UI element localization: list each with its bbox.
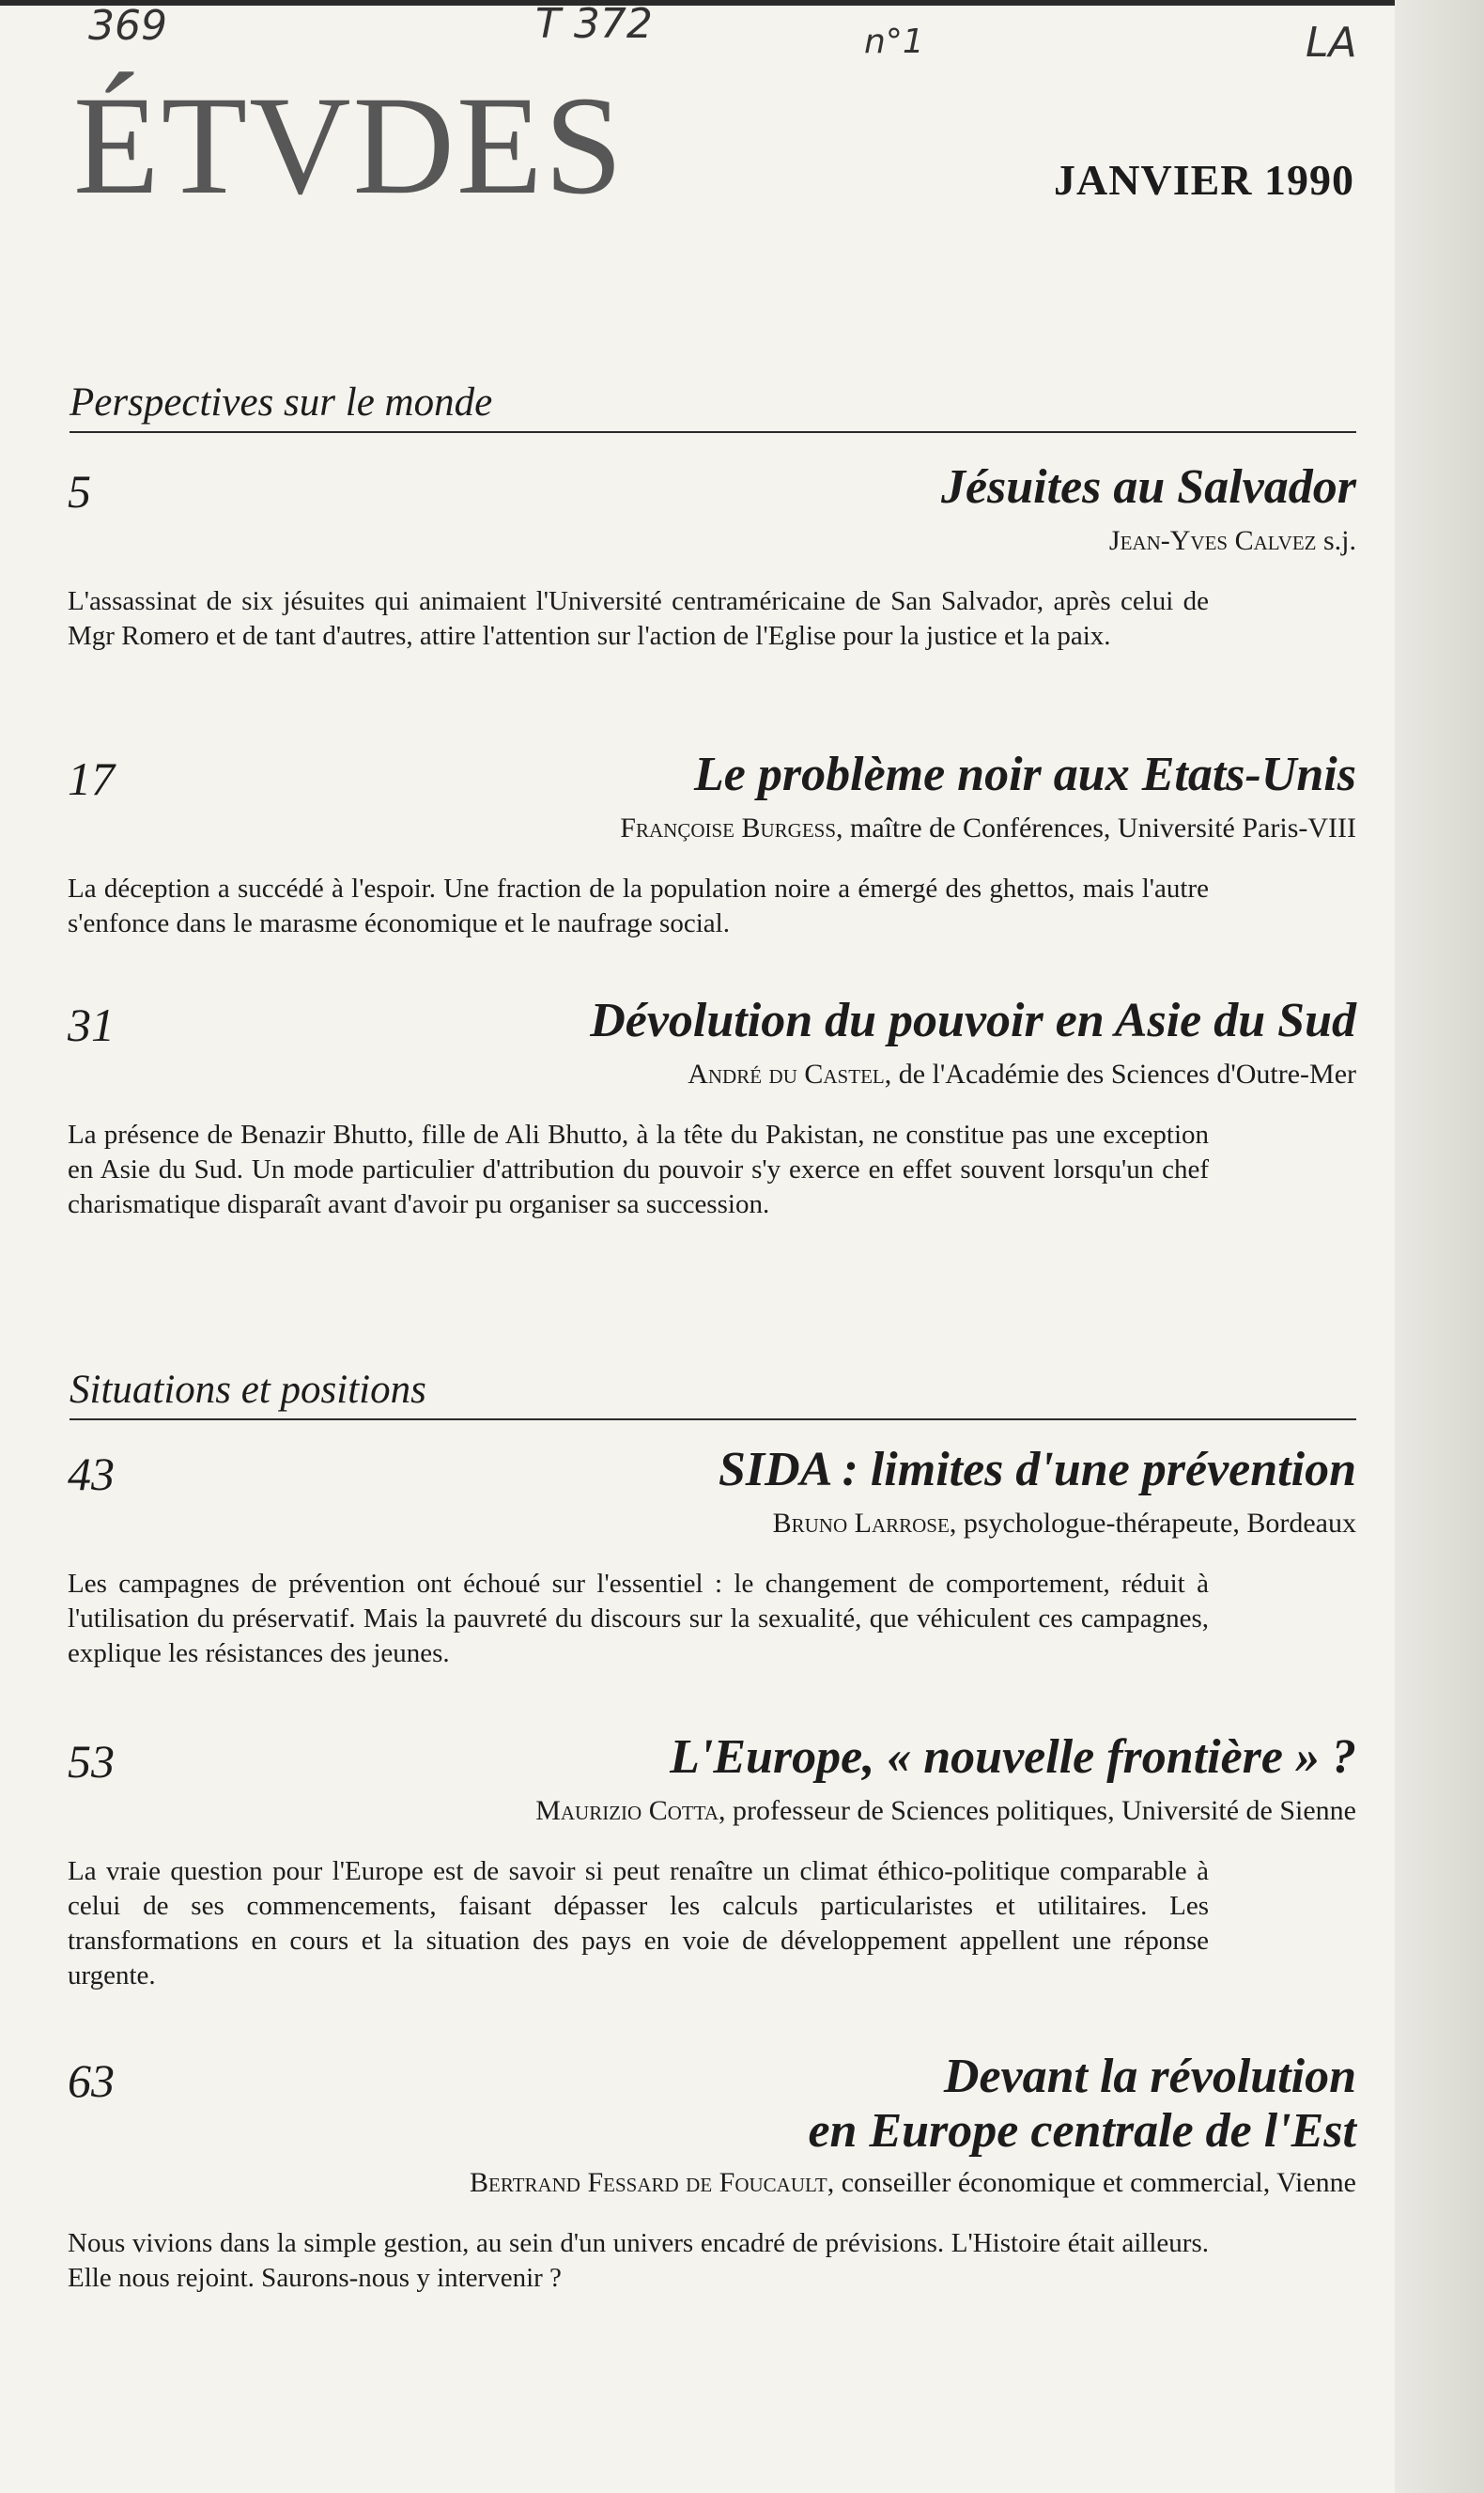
toc-entry[interactable] [68,994,1356,1222]
page-number: 53 [68,1735,115,1788]
article-author: Maurizio Cotta, professeur de Sciences politiques, Université de Sienne [535,1795,1356,1826]
scan-top-edge [0,0,1484,6]
page-number: 17 [68,752,115,805]
article-author: Françoise Burgess, maître de Conférences, Université Paris-VIII [620,813,1356,844]
toc-entry[interactable] [68,1443,1356,1671]
toc-entry[interactable] [68,748,1356,941]
section-title: Perspectives sur le monde [70,379,1356,433]
page-number: 31 [68,999,115,1051]
article-abstract: La vraie question pour l'Europe est de savoir si peut renaître un climat éthico-politique comparable à celui de ses commencements, faisant dépasser les calculs particularistes et utilitaires. Les transformations en cours et la situation des pays en voie de développement appellent une réponse urgente. [68,1856,1209,1990]
issue-date: JANVIER 1990 [1054,156,1354,204]
article-abstract: La présence de Benazir Bhutto, fille de Ali Bhutto, à la tête du Pakistan, ne constitue pas une exception en Asie du Sud. Un mode particulier d'attribution du pouvoir s'y exerce en effet souvent lorsqu'un chef charismatique disparaît avant d'avoir pu organiser sa succession. [68,1120,1209,1219]
article-abstract: Les campagnes de prévention ont échoué sur l'essentiel : le changement de comportement, réduit à l'utilisation du préservatif. Mais la pauvreté du discours sur la sexualité, que véhiculent ces campagnes, explique les résistances des jeunes. [68,1569,1209,1668]
section-title: Situations et positions [70,1367,1356,1420]
article-author: André du Castel, de l'Académie des Sciences d'Outre-Mer [688,1059,1356,1090]
journal-masthead: ÉTVDES [73,68,625,224]
article-title[interactable]: Devant la révolution en Europe centrale de l'Est [808,2050,1356,2158]
page-number: 63 [68,2054,115,2107]
page-number: 43 [68,1448,115,1500]
article-title[interactable]: Dévolution du pouvoir en Asie du Sud [590,994,1356,1047]
article-title[interactable]: L'Europe, « nouvelle frontière » ? [670,1730,1356,1784]
handwritten-note: n°1 [864,23,924,61]
article-author: Bertrand Fessard de Foucault, conseiller économique et commercial, Vienne [470,2167,1356,2198]
page-number: 5 [68,465,91,518]
handwritten-note: LA [1306,19,1357,67]
article-abstract: Nous vivions dans la simple gestion, au sein d'un univers encadré de prévisions. L'Histoire était ailleurs. Elle nous rejoint. Saurons-nous y intervenir ? [68,2228,1209,2293]
article-title[interactable]: Le problème noir aux Etats-Unis [694,748,1356,801]
toc-entry[interactable] [68,2050,1356,2296]
article-title[interactable]: Jésuites au Salvador [940,460,1356,514]
article-author: Bruno Larrose, psychologue-thérapeute, Bordeaux [772,1508,1356,1539]
toc-entry[interactable] [68,460,1356,654]
toc-entry[interactable] [68,1730,1356,1993]
scan-right-shadow [1395,0,1484,2493]
article-author: Jean-Yves Calvez s.j. [1108,525,1356,556]
article-abstract: La déception a succédé à l'espoir. Une fraction de la population noire a émergé des ghettos, mais l'autre s'enfonce dans le marasme économique et le naufrage social. [68,874,1209,938]
handwritten-note: T 372 [535,0,653,48]
article-title[interactable]: SIDA : limites d'une prévention [719,1443,1356,1496]
article-abstract: L'assassinat de six jésuites qui animaient l'Université centraméricaine de San Salvador, après celui de Mgr Romero et de tant d'autres, attire l'attention sur l'action de l'Eglise pour la justice et la paix. [68,586,1209,651]
handwritten-note: 369 [88,2,167,50]
